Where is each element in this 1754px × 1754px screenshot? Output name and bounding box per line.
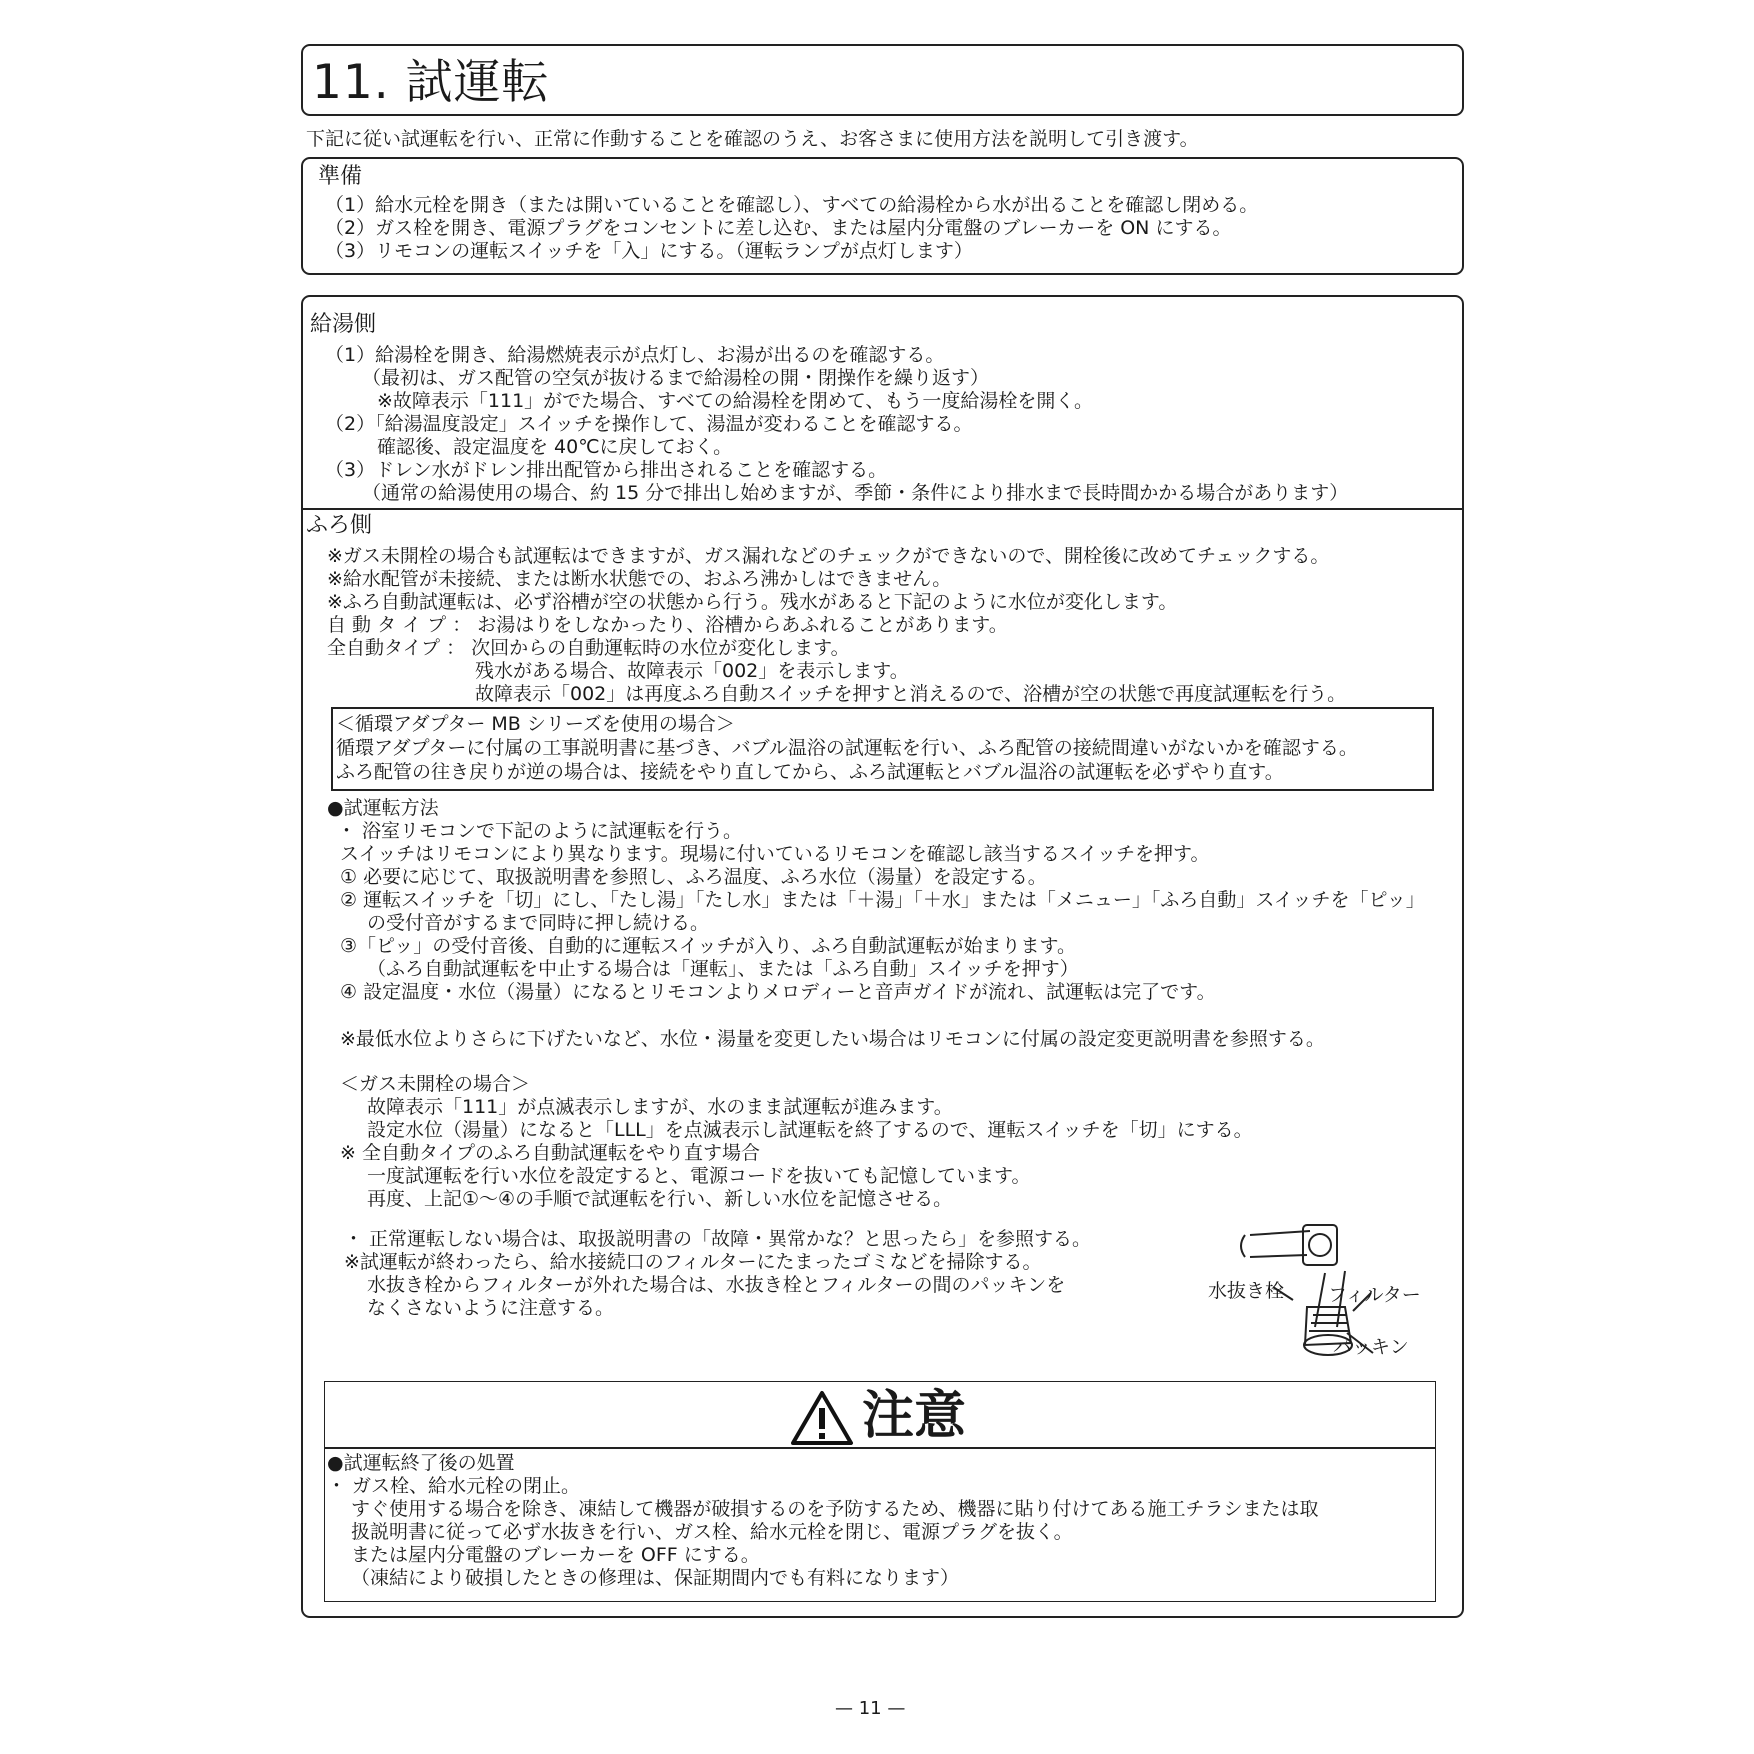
gas-unopened-line-1: 故障表示「111」が点滅表示しますが、水のまま試運転が進みます。 bbox=[367, 1096, 953, 1118]
method-line-1: ・ 浴室リモコンで下記のように試運転を行う。 bbox=[337, 820, 743, 842]
intro-text: 下記に従い試運転を行い、正常に作動することを確認のうえ、お客さまに使用方法を説明して引き渡す。 bbox=[306, 128, 1199, 150]
method-line-2: スイッチはリモコンにより異なります。現場に付いているリモコンを確認し該当するスイッチを押す。 bbox=[340, 843, 1210, 865]
bath-line-4: 自 動 タ イ プ ： お湯はりをしなかったり、浴槽からあふれることがあります。 bbox=[327, 614, 1008, 636]
redo-line-2: 再度、上記①～④の手順で試運転を行い、新しい水位を記憶させる。 bbox=[367, 1188, 953, 1210]
redo-line-1: 一度試運転を行い水位を設定すると、電源コードを抜いても記憶しています。 bbox=[367, 1165, 1031, 1187]
method-step-2: ② 運転スイッチを「切」にし、「たし湯」「たし水」または「＋湯」「＋水」または「メニュー」「ふろ自動」スイッチを「ピッ」 bbox=[340, 889, 1425, 911]
page-number: — 11 — bbox=[835, 1698, 906, 1719]
hot-water-line-1: （1）給湯栓を開き、給湯燃焼表示が点灯し、お湯が出るのを確認する。 bbox=[325, 344, 945, 366]
method-step-2-cont: の受付音がするまで同時に押し続ける。 bbox=[367, 912, 710, 934]
prep-heading: 準備 bbox=[318, 164, 363, 189]
hot-water-line-7: （通常の給湯使用の場合、約 15 分で排出し始めますが、季節・条件により排水まで長時間かかる場合があります） bbox=[362, 482, 1349, 504]
caution-line-6: （凍結により破損したときの修理は、保証期間内でも有料になります） bbox=[351, 1567, 960, 1589]
redo-heading: ※ 全自動タイプのふろ自動試運転をやり直す場合 bbox=[340, 1142, 761, 1164]
caution-heading: 注意 bbox=[862, 1386, 967, 1446]
filter-note-1: ※試運転が終わったら、給水接続口のフィルターにたまったゴミなどを掃除する。 bbox=[344, 1251, 1042, 1273]
caution-line-4: 扱説明書に従って必ず水抜きを行い、ガス栓、給水元栓を閉じ、電源プラグを抜く。 bbox=[351, 1521, 1073, 1543]
prep-line-3: （3）リモコンの運転スイッチを「入」にする。（運転ランプが点灯します） bbox=[325, 240, 973, 262]
prep-line-2: （2）ガス栓を開き、電源プラグをコンセントに差し込む、または屋内分電盤のブレーカーを ON にする。 bbox=[325, 217, 1232, 239]
method-step-4: ④ 設定温度・水位（湯量）になるとリモコンよりメロディーと音声ガイドが流れ、試運転は完了です。 bbox=[340, 981, 1216, 1003]
method-heading: ●試運転方法 bbox=[327, 797, 439, 819]
caution-header-divider bbox=[325, 1447, 1435, 1449]
method-note-water-level: ※最低水位よりさらに下げたいなど、水位・湯量を変更したい場合はリモコンに付属の設定変更説明書を参照する。 bbox=[340, 1028, 1325, 1050]
method-step-3-cont: （ふろ自動試運転を中止する場合は「運転」、または「ふろ自動」スイッチを押す） bbox=[367, 958, 1079, 980]
section-divider bbox=[302, 508, 1462, 510]
filter-note-2: 水抜き栓からフィルターが外れた場合は、水抜き栓とフィルターの間のパッキンを bbox=[367, 1274, 1066, 1296]
hot-water-line-3: ※故障表示「111」がでた場合、すべての給湯栓を閉めて、もう一度給湯栓を開く。 bbox=[377, 390, 1094, 412]
mb-line-3: ふろ配管の往き戻りが逆の場合は、接続をやり直してから、ふろ試運転とバブル温浴の試運転を必ずやり直す。 bbox=[336, 761, 1284, 783]
method-step-3: ③「ピッ」の受付音後、自動的に運転スイッチが入り、ふろ自動試運転が始まります。 bbox=[340, 935, 1076, 957]
gas-unopened-heading: ＜ガス未開栓の場合＞ bbox=[340, 1073, 531, 1095]
mb-line-2: 循環アダプターに付属の工事説明書に基づき、バブル温浴の試運転を行い、ふろ配管の接続間違いがないかを確認する。 bbox=[336, 737, 1358, 759]
bath-line-7: 故障表示「002」は再度ふろ自動スイッチを押すと消えるので、浴槽が空の状態で再度試運転を行う。 bbox=[475, 683, 1347, 705]
abnormal-note: ・ 正常運転しない場合は、取扱説明書の「故障・異常かな？と思ったら」を参照する。 bbox=[344, 1228, 1092, 1250]
bath-line-6: 残水がある場合、故障表示「002」を表示します。 bbox=[475, 660, 909, 682]
hot-water-heading: 給湯側 bbox=[310, 312, 377, 337]
warning-triangle-icon bbox=[790, 1390, 854, 1446]
label-packing: パッキン bbox=[1333, 1336, 1409, 1358]
mb-line-1: ＜循環アダプター MB シリーズを使用の場合＞ bbox=[336, 713, 735, 735]
bath-line-3: ※ふろ自動試運転は、必ず浴槽が空の状態から行う。残水があると下記のように水位が変化します。 bbox=[327, 591, 1178, 613]
page-title: 11. 試運転 bbox=[312, 55, 550, 110]
method-step-1: ① 必要に応じて、取扱説明書を参照し、ふろ温度、ふろ水位（湯量）を設定する。 bbox=[340, 866, 1047, 888]
caution-line-3: すぐ使用する場合を除き、凍結して機器が破損するのを予防するため、機器に貼り付けてある施工チラシまたは取 bbox=[351, 1498, 1319, 1520]
caution-line-5: または屋内分電盤のブレーカーを OFF にする。 bbox=[351, 1544, 760, 1566]
label-filter: フィルター bbox=[1328, 1284, 1421, 1306]
bath-line-5: 全自動タイプ ： 次回からの自動運転時の水位が変化します。 bbox=[327, 637, 850, 659]
bath-line-2: ※給水配管が未接続、または断水状態での、おふろ沸かしはできません。 bbox=[327, 568, 952, 590]
bath-heading: ふろ側 bbox=[306, 513, 373, 538]
gas-unopened-line-2: 設定水位（湯量）になると「LLL」を点滅表示し試運転を終了するので、運転スイッチを「切」にする。 bbox=[367, 1119, 1253, 1141]
bath-line-1: ※ガス未開栓の場合も試運転はできますが、ガス漏れなどのチェックができないので、開栓後に改めてチェックする。 bbox=[327, 545, 1330, 567]
label-drain-plug: 水抜き栓 bbox=[1208, 1280, 1285, 1302]
filter-note-3: なくさないように注意する。 bbox=[367, 1297, 615, 1319]
hot-water-line-5: 確認後、設定温度を 40℃に戻しておく。 bbox=[377, 436, 733, 458]
hot-water-line-2: （最初は、ガス配管の空気が抜けるまで給湯栓の開・閉操作を繰り返す） bbox=[362, 367, 990, 389]
caution-line-1: ●試運転終了後の処置 bbox=[327, 1452, 515, 1474]
prep-line-1: （1）給水元栓を開き（または開いていることを確認し）、すべての給湯栓から水が出ることを確認し閉める。 bbox=[325, 194, 1259, 216]
caution-line-2: ・ ガス栓、給水元栓の閉止。 bbox=[327, 1475, 581, 1497]
hot-water-line-4: （2）「給湯温度設定」スイッチを操作して、湯温が変わることを確認する。 bbox=[325, 413, 973, 435]
hot-water-line-6: （3）ドレン水がドレン排出配管から排出されることを確認する。 bbox=[325, 459, 888, 481]
